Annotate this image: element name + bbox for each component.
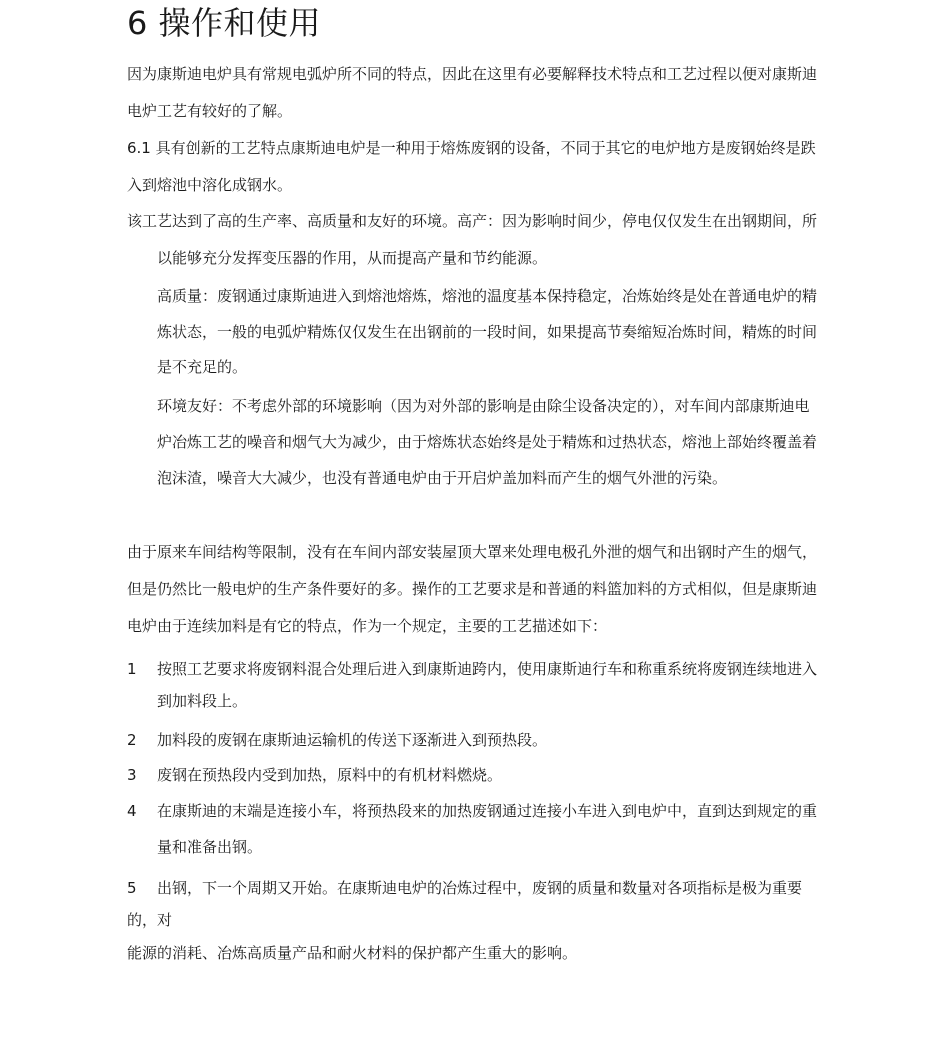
environment-paragraph: 环境友好：不考虑外部的环境影响（因为对外部的影响是由除尘设备决定的），对车间内部康斯迪电炉冶炼工艺的噪音和烟气大为减少，由于熔炼状态始终是处于精炼和过热状态，熔池上部始终覆盖着泡沫渣，噪音大大减少，也没有普通电炉由于开启炉盖加料而产生的烟气外泄的污染。 bbox=[157, 397, 818, 487]
closing-paragraph: 能源的消耗、冶炼高质量产品和耐火材料的保护都产生重大的影响。 bbox=[127, 944, 578, 962]
step-item-5: 5 出钢，下一个周期又开始。在康斯迪电炉的冶炼过程中，废钢的质量和数量对各项指标是极为重要的，对 bbox=[127, 879, 803, 929]
advantages-paragraph: 该工艺达到了高的生产率、高质量和友好的环境。高产：因为影响时间少，停电仅仅发生在出钢期间，所以能够充分发挥变压器的作用，从而提高产量和节约能源。 bbox=[127, 212, 818, 267]
intro-paragraph: 因为康斯迪电炉具有常规电弧炉所不同的特点，因此在这里有必要解释技术特点和工艺过程以便对康斯迪电炉工艺有较好的了解。 bbox=[127, 65, 818, 120]
step-item-2: 2 加料段的废钢在康斯迪运输机的传送下逐渐进入到预热段。 bbox=[127, 731, 548, 749]
high-quality-paragraph: 高质量：废钢通过康斯迪进入到熔池熔炼，熔池的温度基本保持稳定，冶炼始终是处在普通电炉的精炼状态，一般的电弧炉精炼仅仅发生在出钢前的一段时间，如果提高节奏缩短冶炼时间，精炼的时间是不充足的。 bbox=[157, 287, 818, 376]
step-item-1: 1 按照工艺要求将废钢料混合处理后进入到康斯迪跨内，使用康斯迪行车和称重系统将废钢连续地进入到加料段上。 bbox=[127, 660, 818, 710]
step-item-3: 3 废钢在预热段内受到加热，原料中的有机材料燃烧。 bbox=[127, 766, 503, 784]
page-title: 6 操作和使用 bbox=[127, 4, 322, 42]
step-item-4: 4 在康斯迪的末端是连接小车，将预热段来的加热废钢通过连接小车进入到电炉中，直到达到规定的重量和准备出钢。 bbox=[127, 802, 818, 856]
section-6-1-paragraph: 6.1 具有创新的工艺特点康斯迪电炉是一种用于熔炼废钢的设备，不同于其它的电炉地方是废钢始终是跌入到熔池中溶化成钢水。 bbox=[127, 139, 816, 194]
limitation-paragraph: 由于原来车间结构等限制，没有在车间内部安装屋顶大罩来处理电极孔外泄的烟气和出钢时产生的烟气，但是仍然比一般电炉的生产条件要好的多。操作的工艺要求是和普通的料篮加料的方式相似，但是康斯迪电炉由于连续加料是有它的特点，作为一个规定，主要的工艺描述如下： bbox=[127, 543, 818, 635]
